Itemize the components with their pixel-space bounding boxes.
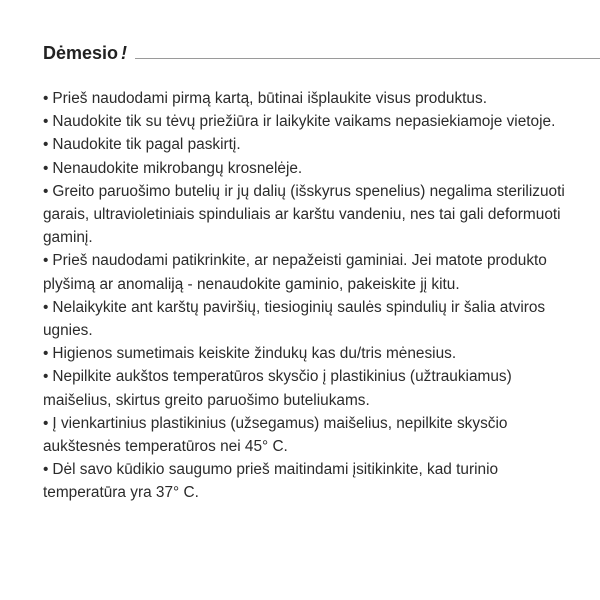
list-item	[43, 87, 583, 110]
list-item-text: Naudokite tik pagal paskirtį.	[52, 136, 241, 154]
title-exclamation: !	[121, 43, 128, 63]
list-item-text: Greito paruošimo butelių ir jų dalių (išskyrus spenelius) negalima sterilizuoti garais, ultravioletiniais spinduliais ar karštu vandeniu, nes tai gali deformuoti gaminį.	[43, 182, 565, 247]
list-item	[43, 180, 583, 250]
list-item	[43, 365, 583, 411]
list-item	[43, 157, 583, 180]
list-item	[43, 249, 583, 295]
bullet-icon: •	[43, 345, 49, 363]
list-item-text: Nelaikykite ant karštų paviršių, tiesioginių saulės spindulių ir šalia atviros ugnies.	[43, 298, 546, 340]
list-item-text: Į vienkartinius plastikinius (užsegamus) maišelius, nepilkite skysčio aukštesnės temperatūros nei 45° C.	[43, 414, 508, 456]
list-item-text: Naudokite tik su tėvų priežiūra ir laikykite vaikams nepasiekiamoje vietoje.	[52, 113, 556, 131]
title-divider	[135, 58, 600, 59]
bullet-icon: •	[43, 368, 49, 386]
list-item-text: Prieš naudodami patikrinkite, ar nepažeisti gaminiai. Jei matote produkto plyšimą ar anomaliją - nenaudokite gaminio, pakeiskite jį kitu.	[43, 252, 547, 293]
bullet-icon: •	[43, 182, 49, 200]
section-title	[43, 42, 127, 64]
list-item-text: Higienos sumetimais keiskite žindukų kas du/tris mėnesius.	[52, 345, 457, 363]
bullet-icon: •	[43, 136, 49, 154]
bullet-icon: •	[43, 90, 49, 107]
list-item-text: Prieš naudodami pirmą kartą, būtinai išplaukite visus produktus.	[52, 90, 487, 107]
list-item-text: Nepilkite aukštos temperatūros skysčio į plastikinius (užtraukiamus) maišelius, skirtus greito paruošimo buteliukams.	[43, 368, 512, 409]
bullet-icon: •	[43, 159, 49, 177]
bullet-icon: •	[43, 113, 49, 131]
list-item	[43, 412, 583, 458]
bullet-icon: •	[43, 298, 49, 316]
bullet-icon: •	[43, 252, 49, 270]
section-title-text: Dėmesio	[43, 43, 119, 63]
list-item-text: Dėl savo kūdikio saugumo prieš maitindami įsitikinkite, kad turinio temperatūra yra 37° C.	[43, 461, 499, 502]
list-item	[43, 296, 583, 342]
list-item-text: Nenaudokite mikrobangų krosnelėje.	[52, 159, 303, 177]
section-header	[43, 36, 600, 64]
list-item	[43, 458, 583, 504]
warning-list	[43, 87, 583, 505]
list-item	[43, 110, 583, 133]
bullet-icon: •	[43, 414, 49, 432]
bullet-icon: •	[43, 461, 49, 479]
list-item	[43, 133, 583, 156]
list-item	[43, 342, 583, 365]
